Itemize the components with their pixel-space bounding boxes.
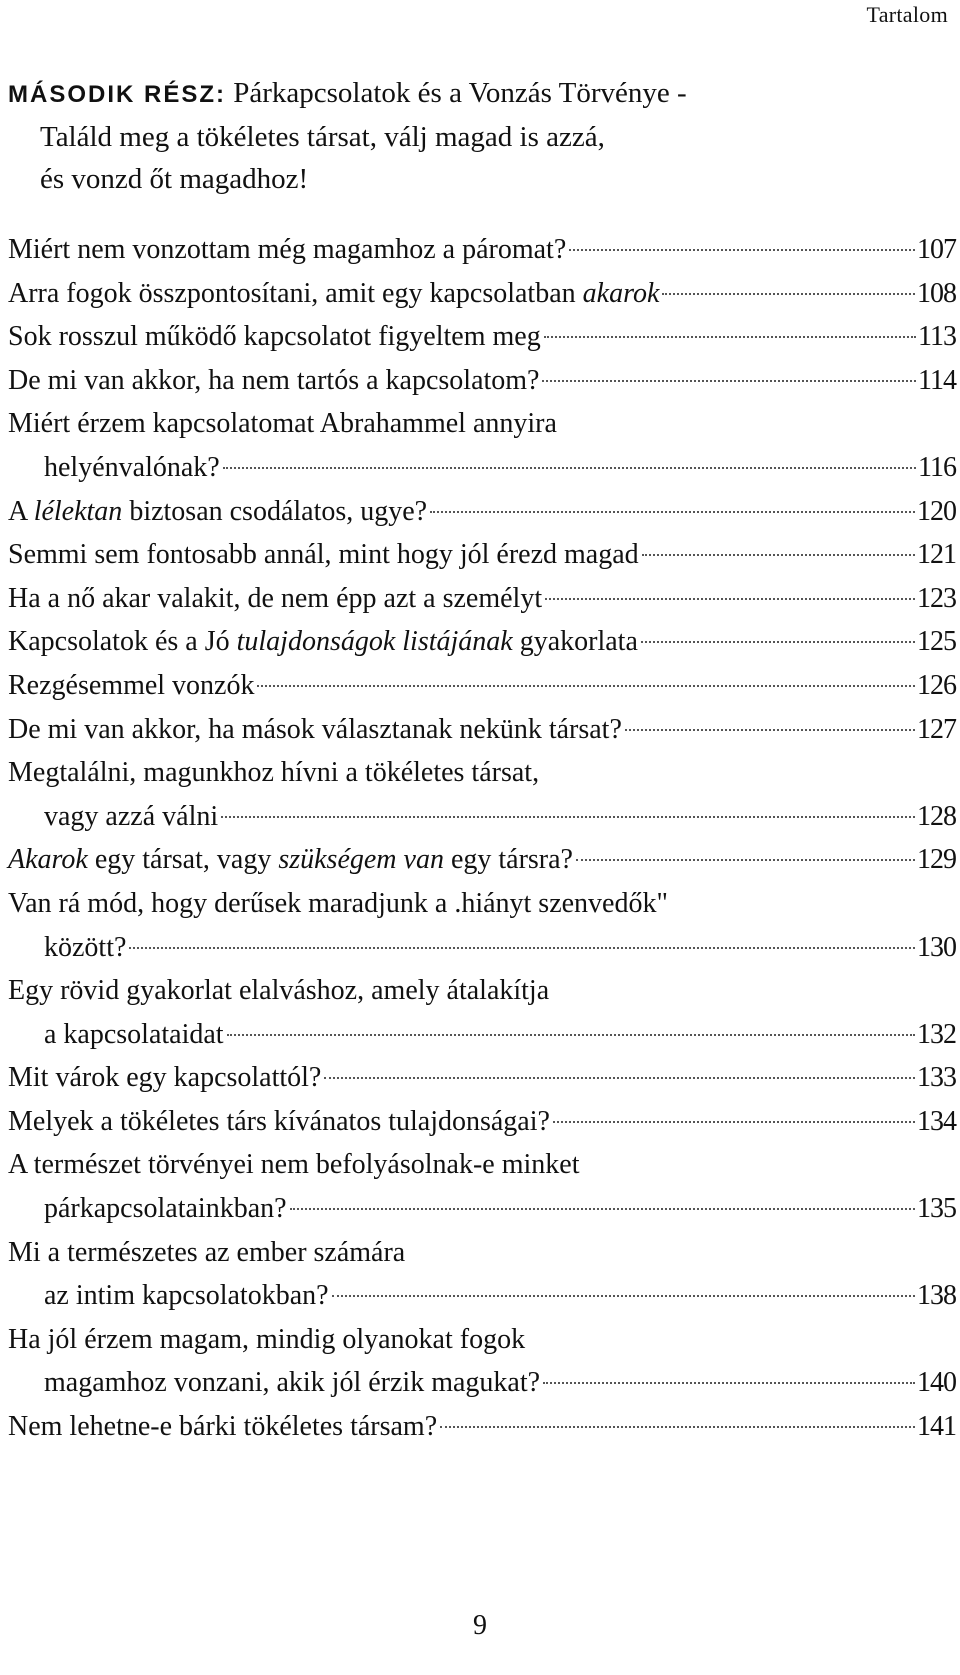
toc-entry[interactable] [8,708,956,752]
toc-line-continuation [8,1274,956,1318]
toc-line [8,359,956,403]
toc-entry-title [8,272,659,316]
toc-line [8,969,956,1013]
toc-page-number: 126 [917,669,956,701]
toc-entry-title [8,490,427,534]
toc-entry-title [8,1318,525,1362]
dot-leader [642,554,915,556]
toc-page-number: 140 [917,1367,956,1399]
toc-entry[interactable] [8,359,956,403]
toc-entry-title [8,1100,550,1144]
toc-page-number: 114 [918,364,956,396]
toc-entry-title [8,228,566,272]
toc-title-text: De mi van akkor, ha nem tartós a kapcsolatom? [8,364,540,396]
toc-title-text: a kapcsolataidat [44,1018,224,1050]
toc-title-text: vagy azzá válni [44,800,219,832]
toc-title-text: Megtalálni, magunkhoz hívni a tökéletes társat, [8,757,540,789]
toc-page-number: 128 [917,800,956,832]
dot-leader [641,641,915,643]
toc-page-number: 135 [917,1193,956,1225]
dot-leader [332,1295,915,1297]
toc-entry[interactable] [8,838,956,882]
toc-line [8,402,956,446]
toc-title-text: Melyek a tökéletes társ kívánatos tulajdonságai? [8,1105,550,1137]
toc-entry[interactable] [8,272,956,316]
toc-title-text: gyakorlata [512,626,638,658]
toc-line-continuation [8,1013,956,1057]
toc-entry-title [8,1274,329,1318]
toc-title-text: az intim kapcsolatokban? [44,1280,329,1312]
toc-line-continuation [8,795,956,839]
toc-page-number: 130 [917,931,956,963]
toc-page-number: 134 [917,1105,956,1137]
toc-line [8,315,956,359]
toc-line [8,751,956,795]
toc-entry-title [8,1405,437,1449]
toc-title-italic: szükségem van [278,844,444,876]
toc-entry[interactable] [8,1318,956,1405]
dot-leader [625,729,915,731]
toc-title-text: Egy rövid gyakorlat elalváshoz, amely átalakítja [8,975,550,1007]
toc-line [8,1056,956,1100]
toc-line [8,838,956,882]
toc-line-continuation [8,446,956,490]
toc-entry-title [8,664,254,708]
page-number: 9 [473,1610,487,1641]
toc-line-continuation [8,926,956,970]
toc-title-text: Arra fogok összpontosítani, amit egy kapcsolatban [8,277,583,309]
toc-title-text: helyénvalónak? [44,451,220,483]
toc-line-continuation [8,1187,956,1231]
toc-entry[interactable] [8,228,956,272]
toc-entry-title [8,1361,540,1405]
toc-entry[interactable] [8,402,956,489]
toc-title-text: Mit várok egy kapcsolattól? [8,1062,322,1094]
dot-leader [569,249,915,251]
toc-entry[interactable] [8,1056,956,1100]
toc-entry-title [8,1013,224,1057]
toc-entry[interactable] [8,969,956,1056]
table-of-contents [8,228,956,1449]
toc-line [8,533,956,577]
dot-leader [576,859,915,861]
toc-entry-title [8,1187,287,1231]
dot-leader [544,336,916,338]
toc-title-text: Kapcsolatok és a Jó [8,626,237,658]
toc-line [8,272,956,316]
toc-page-number: 123 [917,582,956,614]
toc-title-text: Nem lehetne-e bárki tökéletes társam? [8,1411,438,1443]
toc-line [8,1231,956,1275]
dot-leader [221,816,915,818]
toc-entry[interactable] [8,577,956,621]
toc-line-continuation [8,1361,956,1405]
dot-leader [545,598,915,600]
toc-entry-title [8,1143,579,1187]
toc-title-text: Ha a nő akar valakit, de nem épp azt a személyt [8,582,543,614]
dot-leader [324,1077,915,1079]
toc-entry[interactable] [8,620,956,664]
toc-title-italic: akarok [582,277,660,309]
toc-entry[interactable] [8,490,956,534]
toc-line [8,577,956,621]
dot-leader [543,1382,915,1384]
toc-line [8,620,956,664]
toc-line [8,1143,956,1187]
toc-title-text: Miért érzem kapcsolatomat Abrahammel annyira [8,408,557,440]
toc-page-number: 107 [917,234,956,265]
toc-entry[interactable] [8,882,956,969]
toc-page-number: 116 [918,451,956,483]
dot-leader [440,1426,915,1428]
toc-page-number: 141 [917,1411,956,1443]
toc-title-text: között? [44,931,127,963]
toc-line [8,708,956,752]
toc-entry-title [8,402,557,446]
toc-title-italic: Akarok [8,844,88,876]
toc-title-text: magamhoz vonzani, akik jól érzik magukat? [44,1367,541,1399]
toc-entry[interactable] [8,664,956,708]
toc-title-text: Van rá mód, hogy derűsek maradjunk a .hiányt szenvedők" [8,887,668,919]
toc-title-text: Mi a természetes az ember számára [8,1236,406,1268]
toc-title-text: A természet törvényei nem befolyásolnak-e minket [8,1149,580,1181]
toc-title-text: Miért nem vonzottam még magamhoz a páromat? [8,234,567,265]
toc-entry-title [8,1231,405,1275]
toc-entry[interactable] [8,533,956,577]
toc-title-text: Sok rosszul működő kapcsolatot figyeltem meg [8,321,541,353]
toc-entry-title [8,708,622,752]
part-title-line-3: és vonzd őt magadhoz! [40,163,309,195]
toc-entry-title [8,620,638,664]
toc-entry-title [8,882,668,926]
toc-page-number: 113 [918,321,956,353]
toc-entry[interactable] [8,751,956,838]
toc-entry-title [8,577,542,621]
toc-page-number: 121 [917,539,956,571]
toc-page-number: 108 [917,277,956,309]
toc-entry-title [8,926,126,970]
toc-entry-title [8,315,541,359]
dot-leader [430,511,915,513]
toc-title-text: egy társat, vagy [87,844,279,876]
part-title-line-2: Találd meg a tökéletes társat, válj magad is azzá, [40,121,605,153]
toc-page-number: 120 [917,495,956,527]
toc-line [8,228,956,272]
toc-line [8,490,956,534]
dot-leader [662,293,915,295]
toc-line [8,1405,956,1449]
toc-title-text: Rezgésemmel vonzók [8,669,255,701]
dot-leader [223,467,916,469]
toc-entry-title [8,446,220,490]
toc-page-number: 127 [917,713,956,745]
toc-entry-title [8,969,549,1013]
toc-page-number: 133 [917,1062,956,1094]
dot-leader [257,685,915,687]
toc-page-number: 129 [917,844,956,876]
toc-title-text: Ha jól érzem magam, mindig olyanokat fogok [8,1323,526,1355]
toc-entry[interactable] [8,1143,956,1230]
dot-leader [290,1208,915,1210]
toc-line [8,1100,956,1144]
part-title-line-1: Párkapcsolatok és a Vonzás Törvénye - [233,77,687,109]
dot-leader [553,1121,915,1123]
part-label: MÁSODIK RÉSZ: [8,81,226,108]
toc-title-text: egy társra? [443,844,573,876]
toc-line [8,664,956,708]
toc-entry[interactable] [8,1100,956,1144]
toc-page-number: 138 [917,1280,956,1312]
part-heading [8,72,868,200]
toc-title-italic: tulajdonságok listájának [236,626,513,658]
toc-line [8,882,956,926]
toc-page-number: 132 [917,1018,956,1050]
toc-title-italic: lélektan [33,495,123,527]
toc-entry-title [8,751,539,795]
dot-leader [129,947,915,949]
toc-entry[interactable] [8,315,956,359]
toc-entry-title [8,1056,321,1100]
toc-page-number: 125 [917,626,956,658]
dot-leader [227,1034,915,1036]
toc-line [8,1318,956,1362]
toc-title-text: Semmi sem fontosabb annál, mint hogy jól érezd magad [8,539,639,571]
dot-leader [542,380,916,382]
toc-entry[interactable] [8,1405,956,1449]
toc-entry-title [8,533,639,577]
running-header: Tartalom [866,2,948,27]
toc-title-text: párkapcsolatainkban? [44,1193,287,1225]
toc-title-text: biztosan csodálatos, ugye? [122,495,428,527]
toc-entry-title [8,795,218,839]
toc-entry-title [8,838,573,882]
toc-title-text: A [8,495,34,527]
toc-entry-title [8,359,539,403]
toc-title-text: De mi van akkor, ha mások választanak nekünk társat? [8,713,622,745]
toc-entry[interactable] [8,1231,956,1318]
